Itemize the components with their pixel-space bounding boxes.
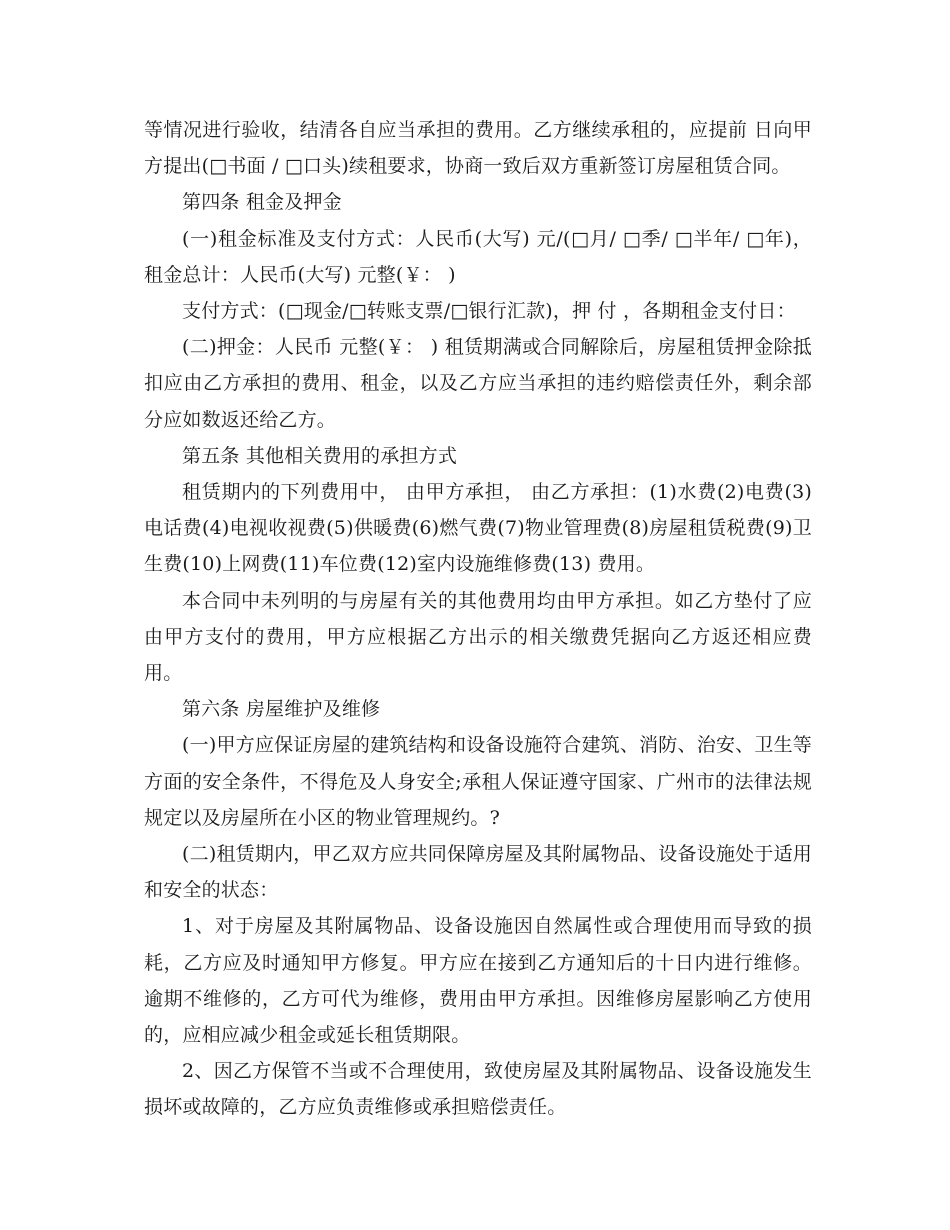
paragraph-payment-method: 支付方式：(□现金/□转账支票/□银行汇款)，押 付 ，各期租金支付日： (182, 300, 796, 323)
paragraph-repair-wear: 1、对于房屋及其附属物品、设备设施因自然属性或合理使用而导致的损耗，乙方应及时通知甲方修复。甲方应在接到乙方通知后的十日内进行维修。逾期不维修的，乙方可代为维修，费用由甲方承担。因维修房屋影响乙方使用的，应相应减少租金或延长租赁期限。 (144, 915, 812, 1047)
heading-article-4: 第四条 租金及押金 (182, 191, 342, 214)
heading-article-6: 第六条 房屋维护及维修 (182, 698, 381, 721)
paragraph-renewal-continuation: 等情况进行验收，结清各自应当承担的费用。乙方继续承租的，应提前 日向甲方提出(□书面 / □口头)续租要求，协商一致后双方重新签订房屋租赁合同。 (144, 119, 812, 178)
paragraph-safety-conditions: (一)甲方应保证房屋的建筑结构和设备设施符合建筑、消防、治安、卫生等方面的安全条件，不得危及人身安全;承租人保证遵守国家、广州市的法律法规规定以及房屋所在小区的物业管理规约。? (144, 734, 812, 829)
paragraph-other-fees: 本合同中未列明的与房屋有关的其他费用均由甲方承担。如乙方垫付了应由甲方支付的费用，甲方应根据乙方出示的相关缴费凭据向乙方返还相应费用。 (144, 589, 812, 685)
paragraph-joint-maintenance: (二)租赁期内，甲乙双方应共同保障房屋及其附属物品、设备设施处于适用和安全的状态： (144, 843, 812, 902)
heading-article-5: 第五条 其他相关费用的承担方式 (182, 444, 458, 467)
paragraph-deposit: (二)押金：人民币 元整(￥： ) 租赁期满或合同解除后，房屋租赁押金除抵扣应由乙方承担的费用、租金，以及乙方应当承担的违约赔偿责任外，剩余部分应如数返还给乙方。 (144, 336, 812, 431)
document-body (144, 112, 812, 1126)
paragraph-tenant-damage: 2、因乙方保管不当或不合理使用，致使房屋及其附属物品、设备设施发生损坏或故障的，乙方应负责维修或承担赔偿责任。 (144, 1060, 812, 1119)
paragraph-rent-standard: (一)租金标准及支付方式：人民币(大写) 元/(□月/ □季/ □半年/ □年)，租金总计：人民币(大写) 元整(￥： ) (144, 227, 812, 286)
paragraph-fee-list: 租赁期内的下列费用中， 由甲方承担， 由乙方承担：(1)水费(2)电费(3)电话费(4)电视收视费(5)供暖费(6)燃气费(7)物业管理费(8)房屋租赁税费(9)卫生费(10)上网费(11)车位费(12)室内设施维修费(13) 费用。 (144, 481, 812, 576)
